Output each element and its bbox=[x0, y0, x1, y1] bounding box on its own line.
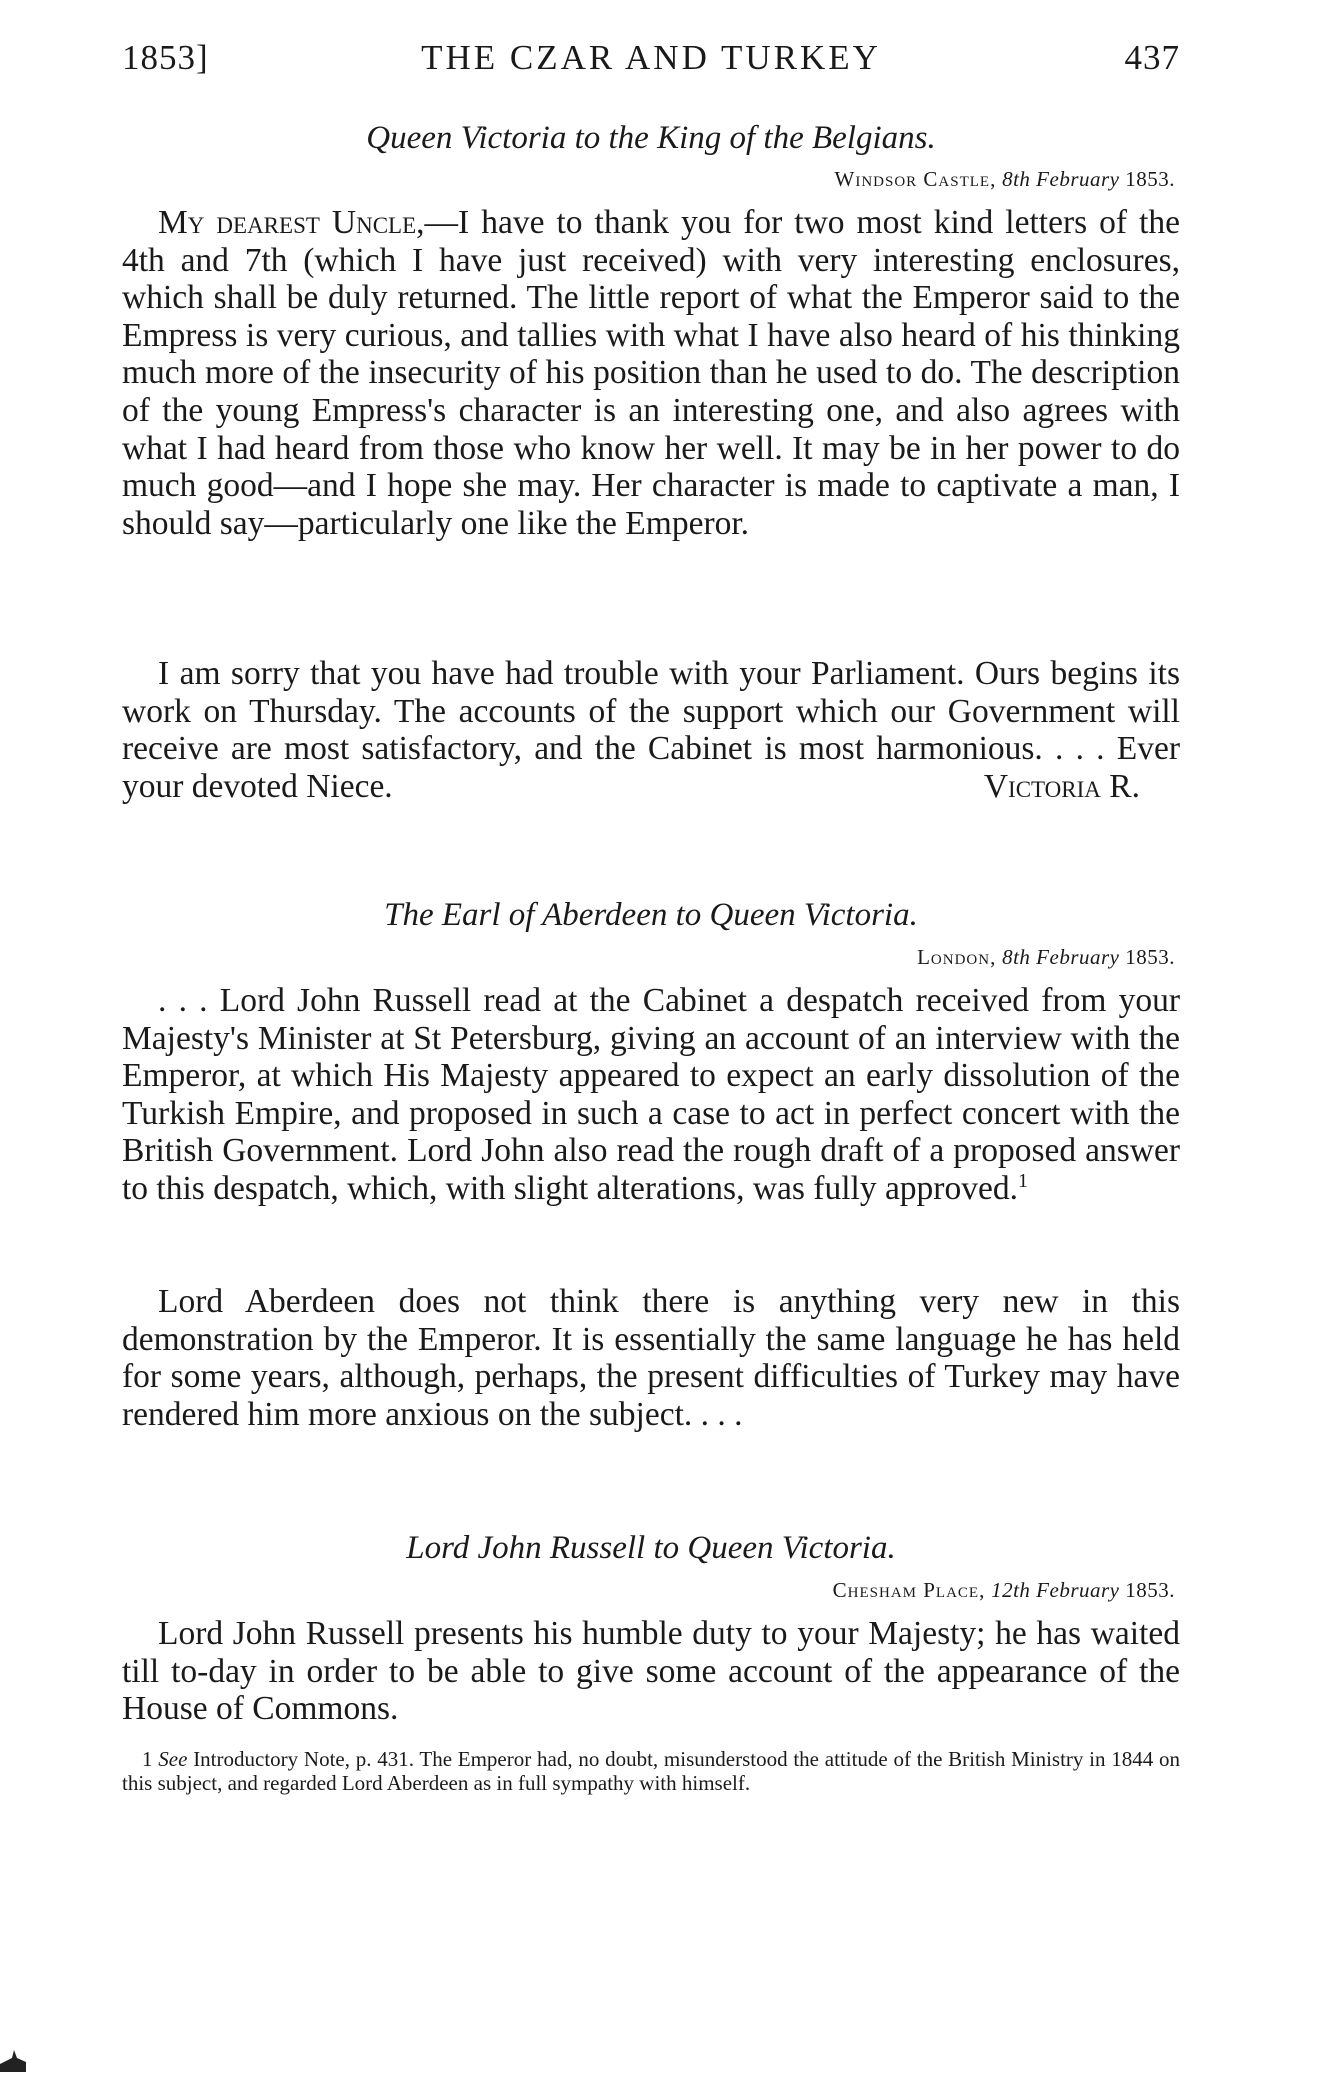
page-number: 437 bbox=[1124, 38, 1180, 77]
letter1-p1-text: —I have to thank you for two most kind letters of the 4th and 7th (which I have just received) with very interesting enclosures, which shall be duly returned. The little report of what the Emperor said to the Empress is very curious, and tallies with what I have also heard of his thinking much more of the insecurity of his position than he used to do. The description of the young Empress's character is an interesting one, and also agrees with what I had heard from those who know her well. It may be in her power to do much good—and I hope she may. Her character is made to captivate a man, I should say—particularly one like the Emperor. bbox=[122, 204, 1180, 542]
letter1-p2-text: I am sorry that you have had trouble with your Parliament. Ours begins its work on Thursday. The accounts of the support which our Government will receive are most satisfactory, and the Cabinet is most harmonious. . . . Ever your devoted Niece. bbox=[122, 655, 1180, 805]
letter2-dateline bbox=[917, 943, 1175, 971]
letter2-paragraph-1 bbox=[122, 982, 1180, 1208]
letter1-year: 1853. bbox=[1125, 167, 1175, 191]
footnote-text: Introductory Note, p. 431. The Emperor had, no doubt, misunderstood the attitude of the British Ministry in 1844 on this subject, and regarded Lord Aberdeen as in full sympathy with himself. bbox=[122, 1747, 1181, 1795]
letter1-paragraph-2 bbox=[122, 655, 1180, 805]
letter2-year: 1853. bbox=[1125, 945, 1175, 969]
letter2-p1-text: . . . Lord John Russell read at the Cabinet a despatch received from your Majesty's Minister at St Petersburg, giving an account of an interview with the Emperor, at which His Majesty appeared to expect an early dissolution of the Turkish Empire, and proposed in such a case to act in perfect concert with the British Government. Lord John also read the rough draft of a proposed answer to this despatch, which, with slight alterations, was fully approved. bbox=[122, 982, 1180, 1207]
letter1-heading: Queen Victoria to the King of the Belgians. bbox=[366, 120, 936, 156]
letter3-dateline bbox=[833, 1576, 1175, 1604]
letter2-paragraph-2 bbox=[122, 1283, 1180, 1433]
footnote-see: See bbox=[158, 1747, 188, 1771]
letter1-signature: Victoria R. bbox=[983, 767, 1140, 805]
header-year: 1853] bbox=[122, 38, 209, 77]
letter2-heading: The Earl of Aberdeen to Queen Victoria. bbox=[384, 897, 918, 933]
footnote bbox=[122, 1747, 1180, 1795]
letter3-heading: Lord John Russell to Queen Victoria. bbox=[406, 1530, 896, 1566]
letter1-day: 8th February bbox=[1002, 167, 1120, 191]
letter1-dateline bbox=[835, 165, 1176, 193]
footnote-number: 1 bbox=[142, 1747, 153, 1771]
letter3-day: 12th February bbox=[991, 1578, 1120, 1602]
letter1-place: Windsor Castle, bbox=[834, 167, 997, 191]
letter3-p1-text: Lord John Russell presents his humble duty to your Majesty; he has waited till to-day in order to be able to give some account of the appearance of the House of Commons. bbox=[122, 1615, 1180, 1728]
binding-mark bbox=[0, 2050, 28, 2072]
running-head bbox=[122, 38, 1180, 88]
letter2-place: London, bbox=[917, 945, 997, 969]
letter1-paragraph-1 bbox=[122, 204, 1180, 542]
letter3-year: 1853. bbox=[1125, 1578, 1175, 1602]
footnote-marker: 1 bbox=[1017, 1169, 1029, 1192]
letter3-paragraph-1 bbox=[122, 1615, 1180, 1728]
letter2-p2-text: Lord Aberdeen does not think there is anything very new in this demonstration by the Emperor. It is essentially the same language he has held for some years, although, perhaps, the present difficulties of Turkey may have rendered him more anxious on the subject. . . . bbox=[122, 1283, 1180, 1433]
letter3-place: Chesham Place, bbox=[832, 1578, 986, 1602]
letter1-salutation: My dearest Uncle, bbox=[158, 204, 425, 241]
header-title: THE CZAR AND TURKEY bbox=[421, 38, 881, 77]
letter2-day: 8th February bbox=[1002, 945, 1120, 969]
